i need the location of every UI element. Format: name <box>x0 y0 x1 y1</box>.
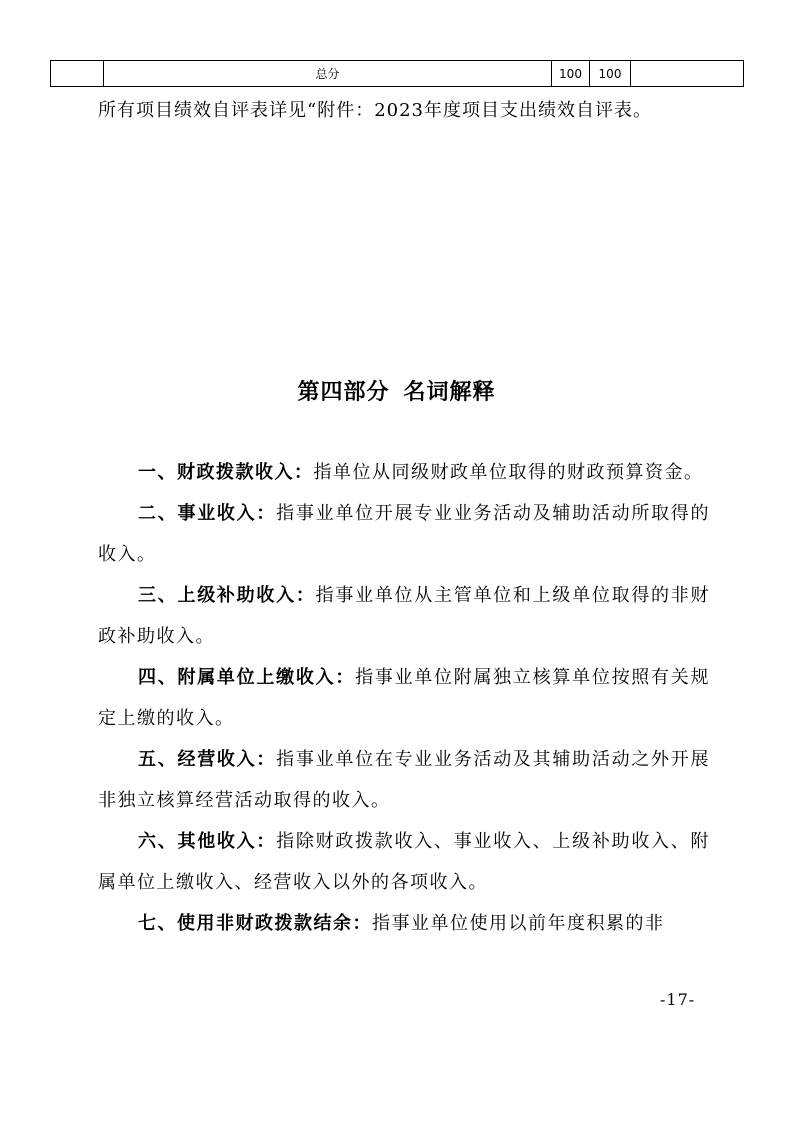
section-heading <box>0 375 793 406</box>
term-name: 附属单位上缴收入 <box>177 667 336 688</box>
total-score-self-eval: 100 <box>590 61 631 87</box>
glossary-item <box>98 452 710 493</box>
term-colon: ： <box>352 913 372 934</box>
appendix-note: 所有项目绩效自评表详见“附件：2023年度项目支出绩效自评表。 <box>98 100 653 121</box>
glossary-item <box>98 739 710 821</box>
table-cell-blank <box>51 61 104 87</box>
table-cell-remarks <box>631 61 744 87</box>
term-colon: ： <box>294 462 314 483</box>
term-definition: 指事业单位附属独立核算单位按照有关规定上缴的收入。 <box>98 667 711 729</box>
total-score-standard: 100 <box>552 61 590 87</box>
term-colon: ： <box>256 503 277 524</box>
page-number: -17- <box>660 990 696 1009</box>
term-colon: ： <box>335 667 356 688</box>
item-number: 五、 <box>138 749 178 770</box>
term-name: 其他收入 <box>177 831 257 852</box>
item-number: 六、 <box>138 831 178 852</box>
term-name: 上级补助收入 <box>177 585 296 606</box>
term-definition: 指事业单位开展专业业务活动及辅助活动所取得的收入。 <box>98 503 711 565</box>
term-definition: 指除财政拨款收入、事业收入、上级补助收入、附属单位上缴收入、经营收入以外的各项收入。 <box>98 831 711 893</box>
term-name: 财政拨款收入 <box>177 462 294 483</box>
glossary-item <box>98 903 710 944</box>
term-definition: 指事业单位在专业业务活动及其辅助活动之外开展非独立核算经营活动取得的收入。 <box>98 749 711 811</box>
term-name: 事业收入 <box>177 503 257 524</box>
item-number: 四、 <box>138 667 178 688</box>
glossary-list <box>98 452 710 944</box>
term-colon: ： <box>256 749 277 770</box>
glossary-item <box>98 657 710 739</box>
glossary-item <box>98 493 710 575</box>
section-title: 名词解释 <box>403 379 496 405</box>
item-number: 七、 <box>138 913 177 934</box>
term-name: 使用非财政拨款结余 <box>177 913 353 934</box>
term-definition: 指事业单位使用以前年度积累的非 <box>372 913 665 934</box>
glossary-item <box>98 575 710 657</box>
term-name: 经营收入 <box>177 749 257 770</box>
term-definition: 指单位从同级财政单位取得的财政预算资金。 <box>313 462 704 483</box>
section-part: 第四部分 <box>297 379 390 405</box>
item-number: 二、 <box>138 503 178 524</box>
score-summary-table <box>50 60 744 87</box>
table-row <box>51 61 744 87</box>
item-number: 一、 <box>138 462 177 483</box>
glossary-item <box>98 821 710 903</box>
term-colon: ： <box>256 831 277 852</box>
item-number: 三、 <box>138 585 178 606</box>
term-definition: 指事业单位从主管单位和上级单位取得的非财政补助收入。 <box>98 585 711 647</box>
total-score-label: 总分 <box>104 61 552 87</box>
term-colon: ： <box>295 585 316 606</box>
